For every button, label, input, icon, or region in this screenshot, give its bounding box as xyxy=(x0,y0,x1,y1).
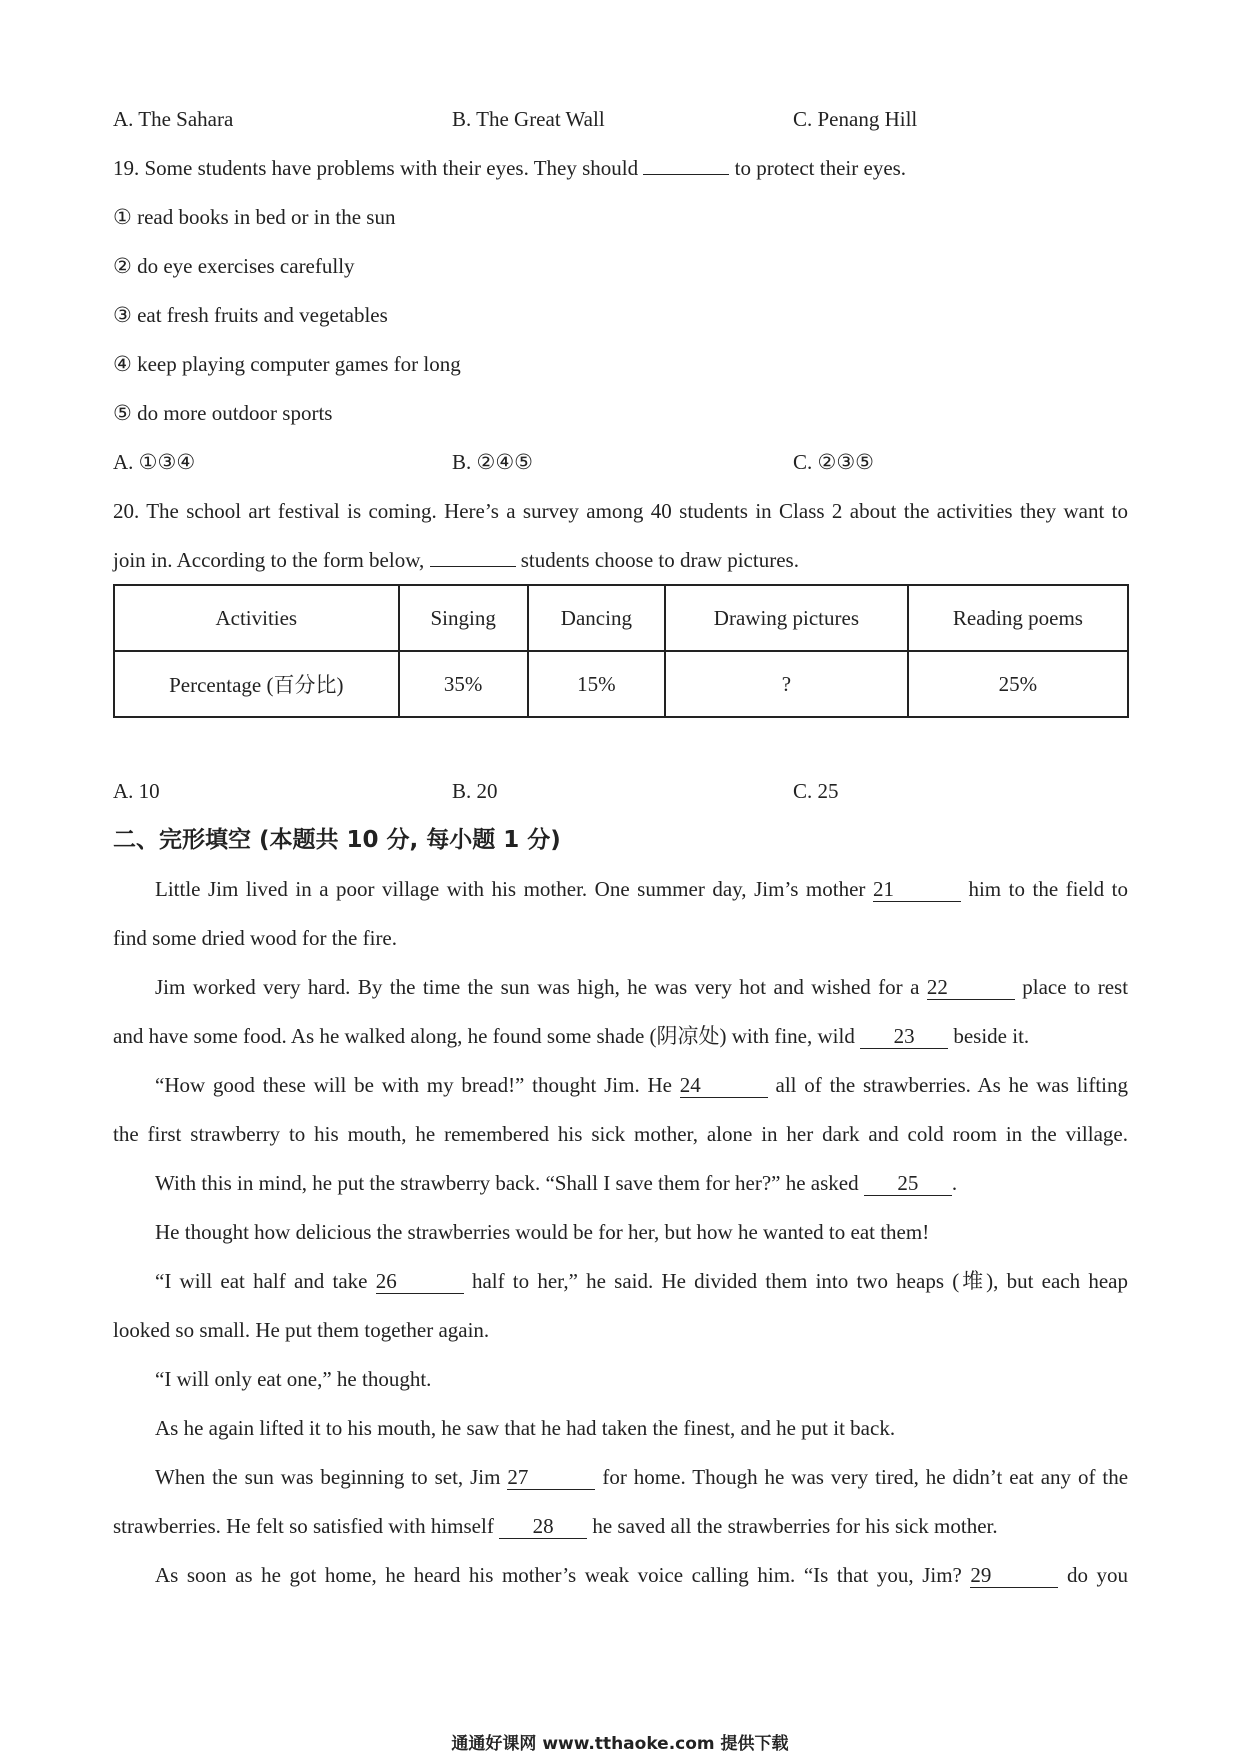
passage-line: “I will only eat one,” he thought. xyxy=(155,1367,432,1391)
q19-stem-before: 19. Some students have problems with their eyes. They should xyxy=(113,156,639,180)
cloze-blank-27: 27 xyxy=(507,1465,595,1490)
survey-table xyxy=(113,584,1129,718)
passage-line xyxy=(113,1512,998,1540)
cloze-blank-23: 23 xyxy=(860,1024,948,1049)
passage-text: half to her,” he said. He divided them into two heaps (堆), but each heap xyxy=(471,1269,1128,1293)
q19-option-b: B. ②④⑤ xyxy=(452,450,533,474)
table-header-cell: Reading poems xyxy=(908,585,1128,651)
q19-item-1: ① read books in bed or in the sun xyxy=(113,205,396,229)
q19-option-a: A. ①③④ xyxy=(113,450,196,474)
passage-text: do you xyxy=(1066,1563,1129,1587)
q20-line-2 xyxy=(113,546,799,574)
passage-text: “I will eat half and take xyxy=(155,1269,368,1293)
q20-option-a: A. 10 xyxy=(113,779,160,803)
table-cell: 35% xyxy=(399,651,528,717)
passage-line: He thought how delicious the strawberries would be for her, but how he wanted to eat them! xyxy=(155,1220,930,1244)
table-header-cell: Dancing xyxy=(528,585,665,651)
passage-line: looked so small. He put them together again. xyxy=(113,1318,490,1342)
q19-stem-after: to protect their eyes. xyxy=(734,156,907,180)
q20-line2-after: students choose to draw pictures. xyxy=(520,548,799,572)
passage-text: all of the strawberries. As he was lifting xyxy=(775,1073,1128,1097)
passage-line: find some dried wood for the fire. xyxy=(113,926,398,950)
q19-item-2: ② do eye exercises carefully xyxy=(113,254,355,278)
section-title: 二、完形填空 (本题共 10 分, 每小题 1 分) xyxy=(113,827,561,853)
q18-option-b: B. The Great Wall xyxy=(452,107,605,131)
q18-option-a: A. The Sahara xyxy=(113,107,234,131)
passage-line xyxy=(155,973,1128,1001)
passage-text: Jim worked very hard. By the time the sun was high, he was very hot and wished for a xyxy=(155,975,920,999)
passage-line: As he again lifted it to his mouth, he saw that he had taken the finest, and he put it back. xyxy=(155,1416,896,1440)
passage-text: Little Jim lived in a poor village with his mother. One summer day, Jim’s mother xyxy=(155,877,866,901)
passage-text: . xyxy=(951,1171,958,1195)
table-cell: ? xyxy=(665,651,908,717)
passage-line: the first strawberry to his mouth, he remembered his sick mother, alone in her dark and cold room in the village. xyxy=(113,1122,1128,1146)
table-cell: 15% xyxy=(528,651,665,717)
cloze-blank-22: 22 xyxy=(927,975,1015,1000)
passage-text: he saved all the strawberries for his sick mother. xyxy=(592,1514,998,1538)
table-cell: 25% xyxy=(908,651,1128,717)
passage-line xyxy=(155,1071,1128,1099)
q19-blank xyxy=(643,174,729,175)
passage-line xyxy=(155,1267,1128,1295)
q19-item-4: ④ keep playing computer games for long xyxy=(113,352,461,376)
passage-text: and have some food. As he walked along, he found some shade (阴凉处) with fine, wild xyxy=(113,1024,855,1048)
cloze-blank-26: 26 xyxy=(376,1269,464,1294)
q20-blank xyxy=(430,566,516,567)
passage-text: strawberries. He felt so satisfied with himself xyxy=(113,1514,494,1538)
passage-text: for home. Though he was very tired, he didn’t eat any of the xyxy=(602,1465,1129,1489)
cloze-blank-25: 25 xyxy=(864,1171,952,1196)
q19-item-5: ⑤ do more outdoor sports xyxy=(113,401,333,425)
page-footer: 通通好课网 www.tthaoke.com 提供下载 xyxy=(451,1734,789,1754)
passage-text: When the sun was beginning to set, Jim xyxy=(155,1465,501,1489)
table-header-cell: Drawing pictures xyxy=(665,585,908,651)
table-cell: Percentage (百分比) xyxy=(114,651,399,717)
passage-text: place to rest xyxy=(1022,975,1129,999)
passage-line xyxy=(155,1169,957,1197)
q20-option-b: B. 20 xyxy=(452,779,498,803)
q19-option-c: C. ②③⑤ xyxy=(793,450,874,474)
q20-option-c: C. 25 xyxy=(793,779,839,803)
passage-text: “How good these will be with my bread!” thought Jim. He xyxy=(155,1073,672,1097)
passage-line xyxy=(155,1463,1128,1491)
q19-stem xyxy=(113,154,906,182)
passage-line xyxy=(155,875,1128,903)
cloze-blank-24: 24 xyxy=(680,1073,768,1098)
passage-text: beside it. xyxy=(953,1024,1030,1048)
passage-text: him to the field to xyxy=(968,877,1128,901)
cloze-blank-28: 28 xyxy=(499,1514,587,1539)
q18-option-c: C. Penang Hill xyxy=(793,107,918,131)
cloze-blank-21: 21 xyxy=(873,877,961,902)
table-header-row xyxy=(114,585,1128,651)
q19-item-3: ③ eat fresh fruits and vegetables xyxy=(113,303,388,327)
passage-text: As soon as he got home, he heard his mother’s weak voice calling him. “Is that you, Jim? xyxy=(155,1563,962,1587)
passage-line xyxy=(155,1561,1128,1589)
passage-line xyxy=(113,1022,1029,1050)
passage-text: With this in mind, he put the strawberry back. “Shall I save them for her?” he asked xyxy=(155,1171,859,1195)
table-header-cell: Activities xyxy=(114,585,399,651)
table-header-cell: Singing xyxy=(399,585,528,651)
cloze-blank-29: 29 xyxy=(970,1563,1058,1588)
table-row xyxy=(114,651,1128,717)
q20-line2-before: join in. According to the form below, xyxy=(113,548,425,572)
q20-line-1: 20. The school art festival is coming. Here’s a survey among 40 students in Class 2 about the activities they want to xyxy=(113,499,1128,523)
